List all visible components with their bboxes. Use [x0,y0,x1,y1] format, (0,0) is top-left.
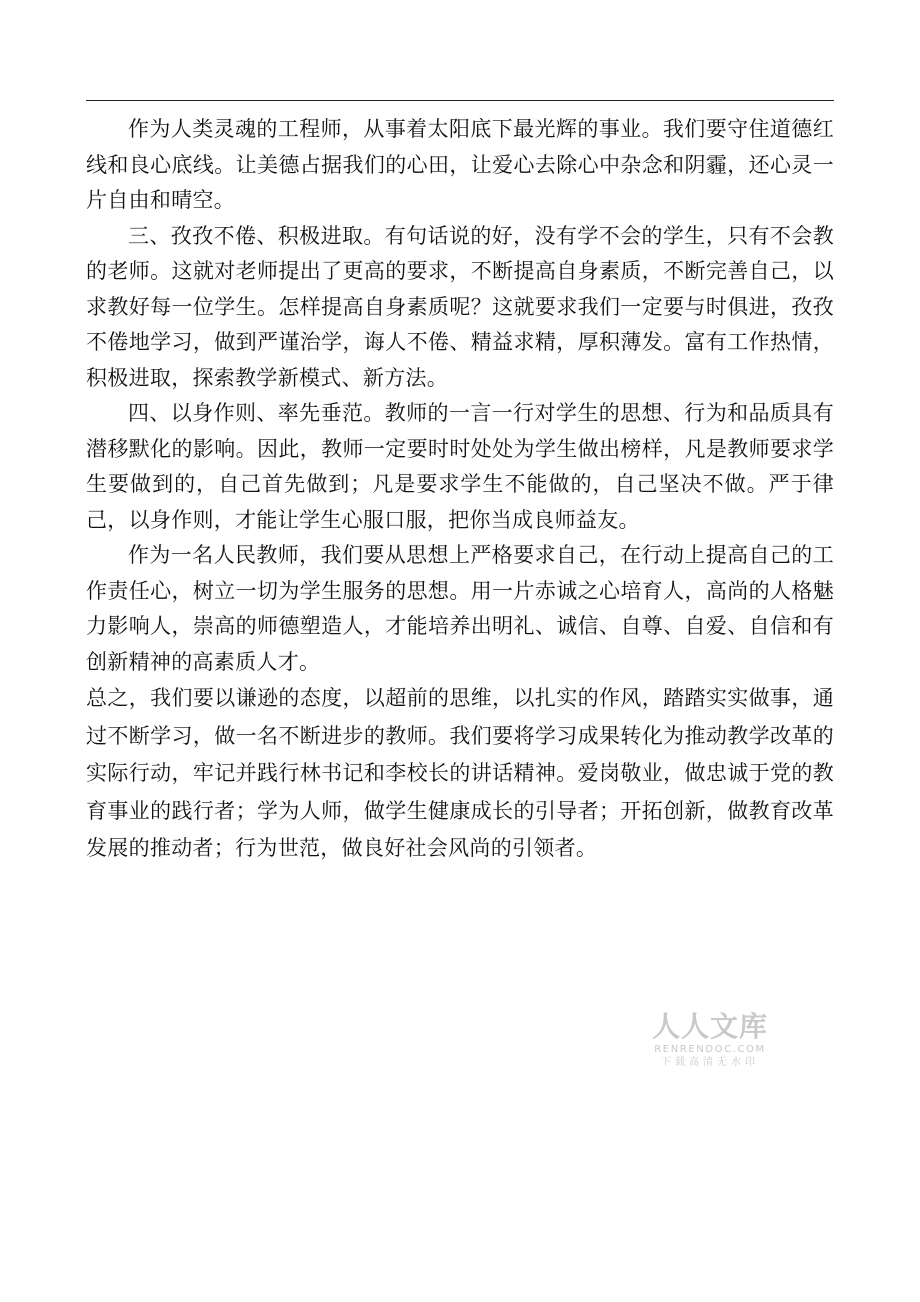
paragraph-section-3: 三、孜孜不倦、积极进取。有句话说的好，没有学不会的学生，只有不会教的老师。这就对老师提出了更高的要求，不断提高自身素质，不断完善自己，以求教好每一位学生。怎样提高自身素质呢？这就要求我们一定要与时俱进，孜孜不倦地学习，做到严谨治学，诲人不倦、精益求精，厚积薄发。富有工作热情，积极进取，探索教学新模式、新方法。 [86,223,834,390]
watermark [640,1012,780,1069]
header-rule [86,100,834,101]
paragraph-section-4: 四、以身作则、率先垂范。教师的一言一行对学生的思想、行为和品质具有潜移默化的影响。因此，教师一定要时时处处为学生做出榜样，凡是教师要求学生要做到的，自己首先做到；凡是要求学生不能做的，自己坚决不做。严于律己，以身作则，才能让学生心服口服，把你当成良师益友。 [86,401,834,532]
paragraph-conclusion: 总之，我们要以谦逊的态度，以超前的思维，以扎实的作风，踏踏实实做事，通过不断学习，做一名不断进步的教师。我们要将学习成果转化为推动教学改革的实际行动，牢记并践行林书记和李校长的讲话精神。爱岗敬业，做忠诚于党的教育事业的践行者；学为人师，做学生健康成长的引导者；开拓创新，做教育改革发展的推动者；行为世范，做良好社会风尚的引领者。 [86,686,834,860]
watermark-tagline: 下载高清无水印 [661,1057,759,1068]
watermark-logo-text: 人人文库 [651,1010,768,1043]
watermark-domain: RENRENDOC.COM [654,1044,766,1055]
paragraph-teacher-role: 作为一名人民教师，我们要从思想上严格要求自己，在行动上提高自己的工作责任心，树立一切为学生服务的思想。用一片赤诚之心培育人，高尚的人格魅力影响人，崇高的师德塑造人，才能培养出明礼、诚信、自尊、自爱、自信和有创新精神的高素质人才。 [86,543,834,674]
paragraph-ethics: 作为人类灵魂的工程师，从事着太阳底下最光辉的事业。我们要守住道德红线和良心底线。让美德占据我们的心田，让爱心去除心中杂念和阴霾，还心灵一片自由和晴空。 [86,117,834,212]
document-body [86,112,834,868]
